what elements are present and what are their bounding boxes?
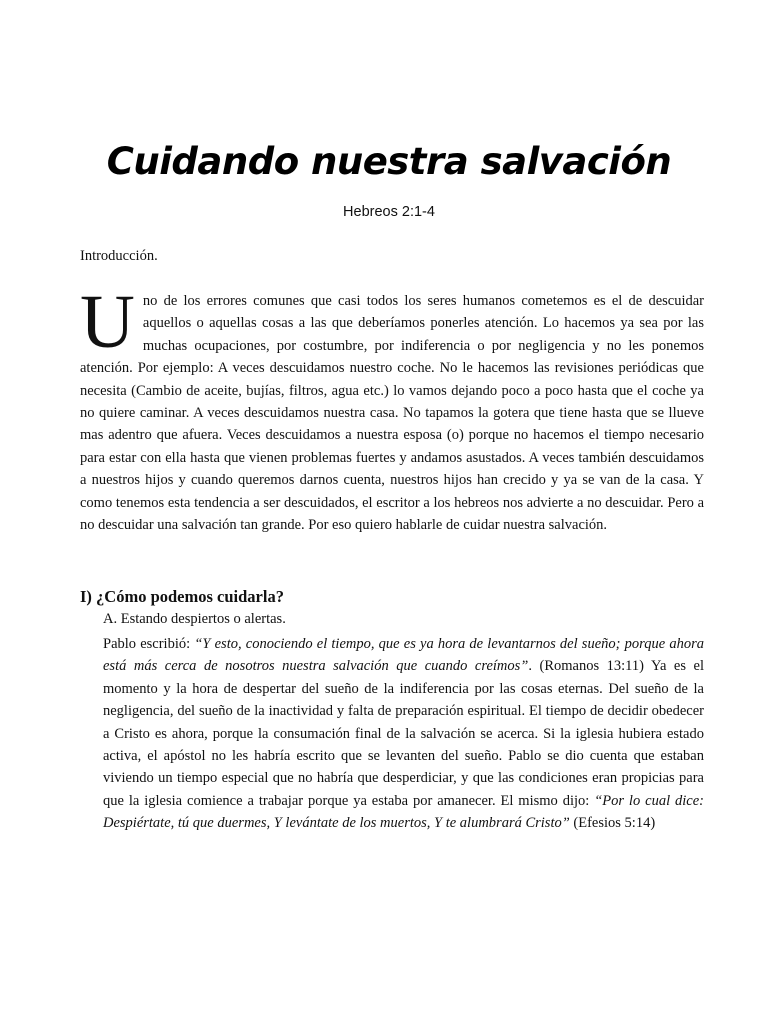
point-a: A. Estando despiertos o alertas.	[103, 611, 286, 627]
intro-label: Introducción.	[80, 248, 158, 264]
section-heading: I) ¿Cómo podemos cuidarla?	[80, 587, 284, 606]
section-paragraph	[103, 633, 704, 835]
quote-efesios: “Por lo cual dice: Despiértate, tú que duermes, Y levántate de los muertos, Y te alumbrará Cristo”	[103, 792, 704, 832]
paragraph-text: . (Romanos 13:11) Ya es el momento y la hora de despertar del sueño de la indiferencia por las cosas eternas. Del sueño de la negligencia, del sueño de la inactividad y falta de preparación espiritual. El tiempo de decidir obedecer a Cristo es ahora, porque la consumación final de la salvación se acerca. Si la iglesia hubiera estado activa, el apóstol no les habría escrito que se levanten del sueño. Pablo se dio cuenta que estaban viviendo un tiempo especial que no habría que desperdiciar, y que las condiciones eran propicias para que la iglesia comience a trabajar porque ya estaba por amanecer. El mismo dijo:	[103, 658, 704, 809]
paragraph-lead: Pablo escribió:	[103, 636, 195, 652]
paragraph-citation: (Efesios 5:14)	[569, 815, 656, 832]
drop-cap: U	[80, 280, 135, 364]
scripture-reference: Hebreos 2:1-4	[343, 204, 435, 220]
intro-paragraph	[80, 280, 704, 536]
intro-paragraph-text: no de los errores comunes que casi todos los seres humanos cometemos es el de descuidar aquellos o aquellas cosas a las que deberíamos ponerles atención. Lo hacemos ya sea por las muchas ocupaciones, por costumbre, por indiferencia o por negligencia y no les ponemos atención. Por ejemplo: A veces descuidamos nuestro coche. No le hacemos las revisiones periódicas que necesita (Cambio de aceite, bujías, filtros, agua etc.) lo vamos dejando poco a poco hasta que el coche ya no quiere caminar. A veces descuidamos nuestra casa. No tapamos la gotera que tiene hasta que se llueve mas adentro que afuera. Veces descuidamos a nuestra esposa (o) porque no hacemos el tiempo necesario para estar con ella hasta que vienen problemas fuertes y andamos asustados. A veces también descuidamos a nuestros hijos y cuando queremos darnos cuenta, nuestros hijos han crecido y ya se van de la casa. Y como tenemos esta tendencia a ser descuidados, el escritor a los hebreos nos advierte a no descuidar. Pero a no descuidar una salvación tan grande. Por eso quiero hablarle de cuidar nuestra salvación.	[80, 293, 704, 534]
quote-romanos: “Y esto, conociendo el tiempo, que es ya hora de levantarnos del sueño; porque ahora está más cerca de nosotros nuestra salvación que cuando creímos”	[103, 636, 704, 675]
document-title: Cuidando nuestra salvación	[106, 140, 672, 183]
